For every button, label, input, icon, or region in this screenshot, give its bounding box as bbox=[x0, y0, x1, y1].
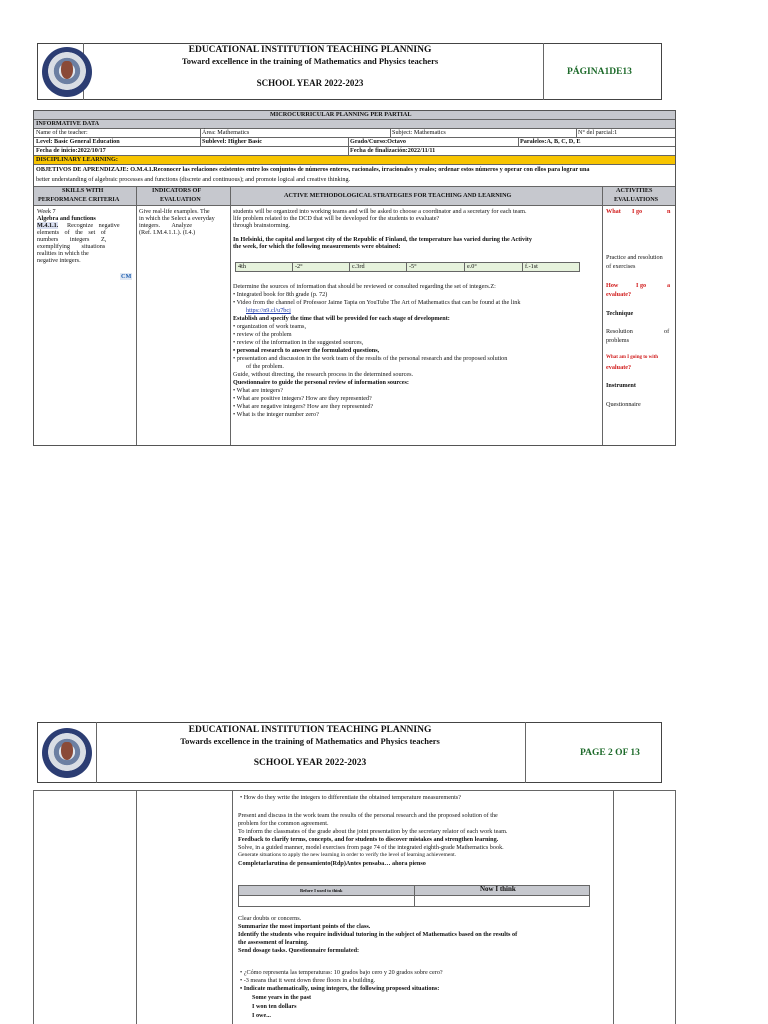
parallels: Paralelos:A, B, C, D, E bbox=[520, 138, 581, 145]
indicator-text: (Ref. I.M.4.1.1.). (I.4.) bbox=[139, 229, 196, 236]
teacher-name: Name of the teacher: bbox=[36, 129, 88, 136]
strategy-text: • -3 means that it went down three floors in a building. bbox=[240, 977, 376, 984]
activity-text: evaluate? bbox=[606, 291, 632, 298]
activity-text: problems bbox=[606, 337, 630, 344]
temp-cell: -2° bbox=[295, 263, 303, 270]
strategy-text: through brainstorming. bbox=[233, 222, 291, 229]
skill-text: numbers integers Z, bbox=[37, 236, 107, 243]
start-date: Fecha de inicio:2022/10/17 bbox=[36, 147, 106, 154]
grade: Grado/Curso:Octavo bbox=[350, 138, 407, 145]
learning-objectives-cont: better understanding of algebraic processes and functions (discrete and continuous); and promote logical and creative thinking. bbox=[36, 176, 351, 183]
strategy-text: students will be organized into working teams and will be asked to choose a coordinator and a secretary for each team. bbox=[233, 208, 527, 215]
cm-badge: CM bbox=[121, 273, 132, 280]
strategy-text: In Helsinki, the capital and largest city of the Republic of Finland, the temperature has varied during the Activity bbox=[233, 236, 532, 243]
header-title: EDUCATIONAL INSTITUTION TEACHING PLANNING bbox=[188, 45, 432, 55]
col-activities-2: EVALUATIONS bbox=[614, 196, 659, 203]
area: Área: Mathematics bbox=[202, 129, 250, 136]
activity-text: Resolution bbox=[606, 328, 633, 335]
col-strategies: ACTIVE METHODOLOGICAL STRATEGIES FOR TEACHING AND LEARNING bbox=[284, 192, 512, 199]
level: Level: Basic General Education bbox=[36, 138, 120, 145]
header-subtitle: Toward excellence in the training of Mathematics and Physics teachers bbox=[181, 56, 439, 66]
strategy-text: Some years in the past bbox=[252, 994, 312, 1001]
skill-text: exemplifying situations bbox=[37, 243, 106, 250]
col-indicators-1: INDICATORS OF bbox=[152, 187, 202, 194]
strategy-text: I won ten dollars bbox=[252, 1003, 297, 1010]
activity-text: n bbox=[667, 208, 671, 215]
activity-text: I go bbox=[632, 208, 643, 215]
temp-cell: e.0° bbox=[467, 263, 477, 270]
unit-title: Algebra and functions bbox=[37, 215, 96, 222]
learning-objectives: OBJETIVOS DE APRENDIZAJE: O.M.4.1.Reconocer las relaciones existentes entre los conjuntos de números enteros, racionales, irracionales y reales; ordenar estos números y operar con ellos para lograr una bbox=[36, 166, 590, 173]
strategy-text: of the problem. bbox=[246, 363, 284, 370]
activity-text: of bbox=[664, 328, 670, 335]
activity-text: evaluate? bbox=[606, 364, 632, 371]
partial-number: N° del parcial:1 bbox=[578, 129, 618, 136]
activity-text: a bbox=[667, 282, 671, 289]
school-year: SCHOOL YEAR 2022-2023 bbox=[256, 78, 364, 88]
strategy-text: • Integrated book for 8th grade (p. 72) bbox=[233, 291, 328, 298]
page-indicator: PÁGINA1DE13 bbox=[567, 67, 632, 77]
header-subtitle: Towards excellence in the training of Mathematics and Physics teachers bbox=[180, 736, 440, 746]
strategy-text: • Indicate mathematically, using integers, the following proposed situations: bbox=[240, 985, 440, 992]
strategy-text: Determine the sources of information that should be reviewed or consulted regarding the set of integers.Z: bbox=[233, 283, 496, 290]
indicator-text: in which the Select a everyday bbox=[139, 215, 215, 222]
strategy-text: • What are negative integers? How are they represented? bbox=[233, 403, 374, 410]
activity-text: Instrument bbox=[606, 382, 636, 389]
strategy-text: Summarize the most important points of the class. bbox=[238, 923, 371, 930]
th-before: Before I used to think bbox=[300, 888, 343, 893]
strategy-text: Solve, in a guided manner, model exercises from page 74 of the integrated eighth-grade Mathematics book. bbox=[238, 844, 504, 851]
indicator-text: Give real-life examples. The bbox=[139, 208, 210, 215]
strategy-text: life problem related to the DCD that will be developed for the students to evaluate? bbox=[233, 215, 440, 222]
strategy-text: To inform the classmates of the grade about the joint presentation by the secretary relator of each work team. bbox=[238, 828, 508, 835]
activity-text: Practice and resolution bbox=[606, 254, 663, 261]
indicator-text: integers. Analyze bbox=[139, 222, 192, 229]
strategy-text: Identify the students who require individual tutoring in the subject of Mathematics based on the results of bbox=[238, 931, 518, 938]
activity-text: I go bbox=[636, 282, 647, 289]
strategy-text: • What are integers? bbox=[233, 387, 283, 394]
strategy-text: • presentation and discussion in the work team of the results of the personal research and the proposed solution bbox=[233, 355, 508, 362]
activity-text: How bbox=[606, 282, 619, 289]
strategy-text: Feedback to clarify terms, concepts, and for students to discover mistakes and strengthen learning. bbox=[238, 836, 499, 843]
strategy-text: problem for the common agreement. bbox=[238, 820, 329, 827]
disciplinary-learning: DISCIPLINARY LEARNING: bbox=[36, 156, 118, 163]
plan-title: MICROCURRICULAR PLANNING PER PARTIAL bbox=[270, 111, 412, 118]
strategy-text: Completarlarutina de pensamiento(Rdp)Antes pensaba… ahora pienso bbox=[238, 860, 426, 867]
activity-text: of exercises bbox=[606, 263, 636, 270]
strategy-text: the assessment of learning. bbox=[238, 939, 309, 946]
strategy-text: Generate situations to apply the new learning in order to verify the level of learning achievement. bbox=[238, 852, 457, 858]
skill-text: realities in which the bbox=[37, 250, 89, 257]
strategy-text: • What are positive integers? How are they represented? bbox=[233, 395, 372, 402]
institution-seal-logo bbox=[42, 47, 92, 97]
strategy-text: • personal research to answer the formulated questions, bbox=[233, 347, 380, 354]
activity-text: Technique bbox=[606, 310, 634, 317]
col-skills-2: PERFORMANCE CRITERIA bbox=[38, 196, 120, 203]
end-date: Fecha de finalización:2022/11/11 bbox=[350, 147, 436, 154]
strategy-text: Clear doubts or concerns. bbox=[238, 915, 302, 922]
th-now: Now I think bbox=[480, 885, 516, 893]
strategy-text: Establish and specify the time that will be provided for each stage of development: bbox=[233, 315, 450, 322]
col-activities-1: ACTIVITIES bbox=[616, 187, 653, 194]
activity-text: What am I going to with bbox=[606, 355, 659, 360]
strategy-text: Questionnaire to guide the personal review of information sources: bbox=[233, 379, 409, 386]
header-title: EDUCATIONAL INSTITUTION TEACHING PLANNING bbox=[188, 725, 432, 735]
institution-seal-logo bbox=[42, 728, 92, 778]
strategy-text: • Video from the channel of Professor Jaime Tapia on YouTube The Art of Mathematics that can be found at the link bbox=[233, 299, 521, 306]
skill-text: Recognize negative bbox=[67, 222, 120, 229]
skill-code: M.4.1.1. bbox=[37, 222, 59, 229]
activity-text: What bbox=[606, 208, 621, 215]
page-indicator: PAGE 2 OF 13 bbox=[580, 748, 640, 758]
strategy-text: • What is the integer number zero? bbox=[233, 411, 319, 418]
video-link[interactable]: https://n9.cl/u7bcj bbox=[246, 307, 291, 314]
temp-cell: c.3rd bbox=[352, 263, 365, 270]
subject: Subject: Mathematics bbox=[392, 129, 446, 136]
school-year: SCHOOL YEAR 2022-2023 bbox=[253, 758, 367, 768]
strategy-text: • organization of work teams, bbox=[233, 323, 307, 330]
strategy-text: • review of the problem bbox=[233, 331, 292, 338]
col-skills-1: SKILLS WITH bbox=[62, 187, 104, 194]
informative-data-label: INFORMATIVE DATA bbox=[36, 120, 100, 127]
sublevel: Sublevel: Higher Basic bbox=[202, 138, 263, 145]
skill-text: elements of the set of bbox=[37, 229, 106, 236]
strategy-text: Present and discuss in the work team the results of the personal research and the proposed solution of the bbox=[238, 812, 498, 819]
strategy-text: • ¿Cómo representa las temperaturas: 10 grados bajo cero y 20 grados sobre cero? bbox=[240, 969, 443, 976]
temp-cell: f.-1st bbox=[525, 263, 538, 270]
strategy-text: • How do they write the integers to differentiate the obtained temperature measurements? bbox=[240, 794, 461, 801]
temp-cell: -5° bbox=[409, 263, 417, 270]
strategy-text: • review of the information in the suggested sources, bbox=[233, 339, 364, 346]
strategy-text: the week, for which the following measurements were obtained: bbox=[233, 243, 401, 250]
week: Week 7 bbox=[37, 208, 56, 215]
activity-text: Questionnaire bbox=[606, 401, 641, 408]
strategy-text: Send dosage tasks. Questionnaire formulated: bbox=[238, 947, 360, 954]
strategy-text: Guide, without directing, the research process in the determined sources. bbox=[233, 371, 414, 378]
col-indicators-2: EVALUATION bbox=[160, 196, 201, 203]
strategy-text: I owe... bbox=[252, 1012, 271, 1019]
temp-cell: 4th bbox=[238, 263, 246, 270]
skill-text: negative integers. bbox=[37, 257, 81, 264]
